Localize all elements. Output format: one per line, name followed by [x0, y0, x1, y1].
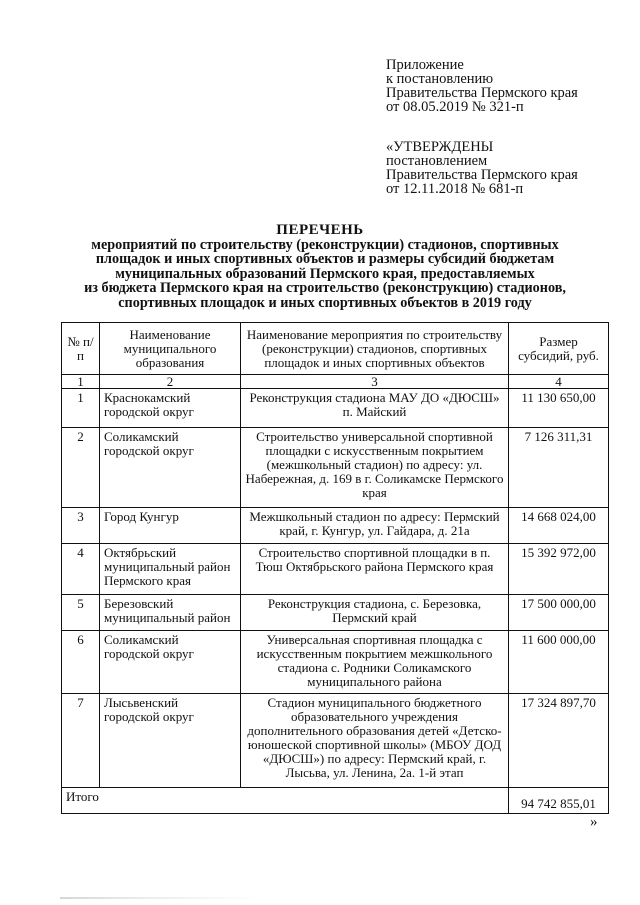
row-municipality: Соликамский городской округ: [100, 631, 241, 694]
appendix-line: Приложение: [386, 57, 464, 73]
row-amount: 7 126 311,31: [509, 428, 609, 508]
table-row: [62, 631, 609, 694]
table-header-row: [62, 323, 609, 375]
subtitle-line: спортивных площадок и иных спортивных объектов в 2019 году: [118, 294, 532, 311]
row-number: 6: [62, 631, 100, 694]
row-amount: 17 324 897,70: [509, 694, 609, 788]
appendix-line: от 08.05.2019 № 321-п: [386, 99, 524, 115]
row-amount: 14 668 024,00: [509, 508, 609, 544]
header-municipality: Наименование муниципального образования: [100, 323, 241, 375]
column-index: 2: [100, 375, 241, 389]
subsidy-table: [61, 322, 609, 814]
total-amount: 94 742 855,01: [509, 788, 609, 814]
table-row: [62, 389, 609, 428]
row-number: 1: [62, 389, 100, 428]
subtitle-line: муниципальных образований Пермского края, предоставляемых: [115, 265, 535, 282]
approval-line: от 12.11.2018 № 681-п: [386, 181, 524, 197]
row-amount: 11 130 650,00: [509, 389, 609, 428]
row-event: Межшкольный стадион по адресу: Пермский край, г. Кунгур, ул. Гайдара, д. 21а: [241, 508, 509, 544]
approval-line: Правительства Пермского края: [386, 167, 578, 183]
row-event: Стадион муниципального бюджетного образовательного учреждения дополнительного образования детей «Детско-юношеской спортивной школы» (МБОУ ДОД «ДЮСШ») по адресу: Пермский край, г. Лысьва, ул. Ленина, 2а. 1-й этап: [241, 694, 509, 788]
document-title: ПЕРЕЧЕНЬ: [276, 222, 364, 238]
row-municipality: Соликамский городской округ: [100, 428, 241, 508]
document-subtitle: [55, 238, 595, 310]
row-event: Реконструкция стадиона, с. Березовка, Пермский край: [241, 595, 509, 631]
row-event: Строительство спортивной площадки в п. Тюш Октябрьского района Пермского края: [241, 544, 509, 595]
total-row: [62, 788, 609, 814]
table-row: [62, 595, 609, 631]
approval-line: «УТВЕРЖДЕНЫ: [386, 139, 494, 155]
subtitle-line: из бюджета Пермского края на строительство (реконструкцию) стадионов,: [84, 280, 566, 297]
approval-line: постановлением: [386, 153, 488, 169]
header-event: Наименование мероприятия по строительству (реконструкции) стадионов, спортивных площадок и иных спортивных объектов: [241, 323, 509, 375]
table-row: [62, 428, 609, 508]
header-num: № п/п: [62, 323, 100, 375]
table-row: [62, 694, 609, 788]
appendix-line: Правительства Пермского края: [386, 85, 578, 101]
row-amount: 17 500 000,00: [509, 595, 609, 631]
total-label: Итого: [62, 788, 509, 814]
row-municipality: Березовский муниципальный район: [100, 595, 241, 631]
row-number: 2: [62, 428, 100, 508]
row-municipality: Город Кунгур: [100, 508, 241, 544]
appendix-block: [386, 58, 578, 114]
column-index-row: [62, 375, 609, 389]
table-row: [62, 544, 609, 595]
scan-artifact: [60, 897, 260, 899]
row-number: 5: [62, 595, 100, 631]
row-number: 4: [62, 544, 100, 595]
column-index: 3: [241, 375, 509, 389]
row-number: 3: [62, 508, 100, 544]
row-amount: 15 392 972,00: [509, 544, 609, 595]
column-index: 1: [62, 375, 100, 389]
row-municipality: Краснокамский городской округ: [100, 389, 241, 428]
header-amount: Размер субсидий, руб.: [509, 323, 609, 375]
row-amount: 11 600 000,00: [509, 631, 609, 694]
row-event: Универсальная спортивная площадка с искусственным покрытием межшкольного стадиона с. Родники Соликамского муниципального района: [241, 631, 509, 694]
approval-block: [386, 140, 578, 196]
table-row: [62, 508, 609, 544]
closing-quote-mark: »: [590, 814, 598, 830]
row-event: Строительство универсальной спортивной площадки с искусственным покрытием (межшкольный стадион) по адресу: ул. Набережная, д. 169 в г. Соликамске Пермского края: [241, 428, 509, 508]
column-index: 4: [509, 375, 609, 389]
appendix-line: к постановлению: [386, 71, 494, 87]
subtitle-line: мероприятий по строительству (реконструкции) стадионов, спортивных: [91, 237, 559, 253]
row-municipality: Лысьвенский городской округ: [100, 694, 241, 788]
row-municipality: Октябрьский муниципальный район Пермского края: [100, 544, 241, 595]
row-number: 7: [62, 694, 100, 788]
row-event: Реконструкция стадиона МАУ ДО «ДЮСШ» п. Майский: [241, 389, 509, 428]
subtitle-line: площадок и иных спортивных объектов и размеры субсидий бюджетам: [95, 251, 555, 268]
